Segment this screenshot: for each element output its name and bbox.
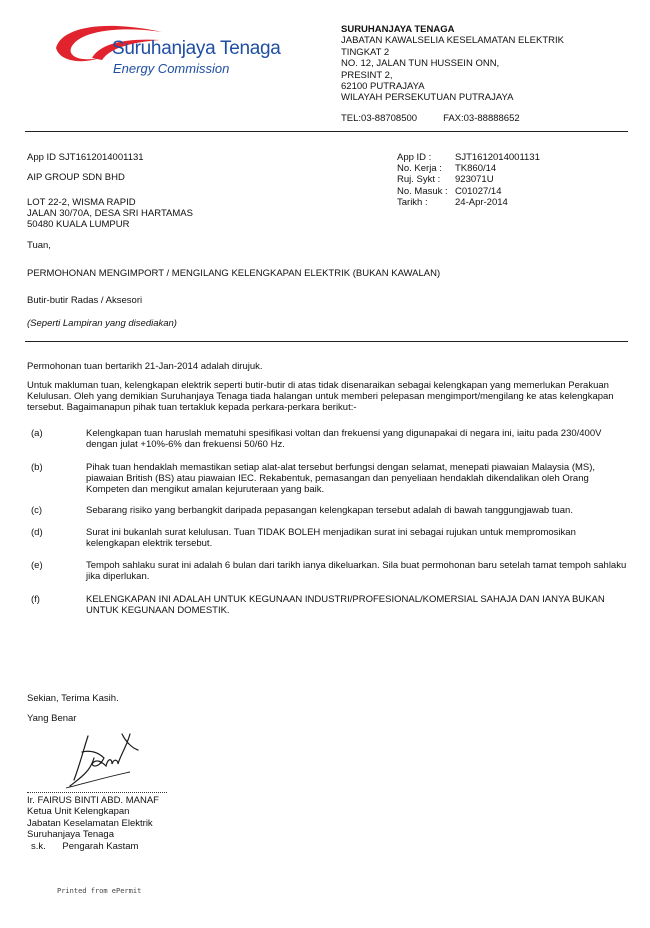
cc-value: Pengarah Kastam (62, 841, 139, 852)
meta-value: TK860/14 (455, 163, 497, 175)
reference-metadata (397, 152, 540, 208)
closing-regards: Sekian, Terima Kasih. (27, 693, 119, 704)
closing-yours: Yang Benar (27, 713, 77, 724)
logo-name: Suruhanjaya Tenaga (112, 38, 281, 59)
fax: FAX:03-88888652 (443, 113, 520, 124)
office-address (341, 24, 564, 104)
address-line: 62100 PUTRAJAYA (341, 80, 425, 92)
meta-row (397, 174, 540, 185)
meta-row (397, 163, 540, 174)
intro-paragraph: Permohonan tuan bertarikh 21-Jan-2014 adalah dirujuk. (27, 361, 263, 372)
signatory-title: Ketua Unit Kelengkapan (27, 806, 130, 818)
clause-text: Sebarang risiko yang berbangkit daripada pepasangan kelengkapan tersebut adalah di bawah tanggungjawab tuan. (86, 505, 573, 516)
address-line: SURUHANJAYA TENAGA (341, 24, 455, 35)
header-divider (25, 131, 628, 132)
letter-subject: PERMOHONAN MENGIMPORT / MENGILANG KELENGKAPAN ELEKTRIK (BUKAN KAWALAN) (27, 268, 441, 279)
clause-text: Pihak tuan hendaklah memastikan setiap alat-alat tersebut berfungsi dengan selamat, menepati piawaian Malaysia (MS), piawaian British (BS) atau piawaian IEC. Rekabentuk, pemasangan dan penyeliaan hendaklah dikendalikan oleh Orang Kompeten dan mengikut amalan kejuruteraan yang baik. (86, 462, 596, 496)
logo-subtitle: Energy Commission (113, 61, 230, 76)
signatory-name: Ir. FAIRUS BINTI ABD. MANAF (27, 795, 159, 806)
main-paragraph: Untuk makluman tuan, kelengkapan elektrik seperti butir-butir di atas tidak disenaraikan sebagai kelengkapan yang memerlukan Perakuan Kelulusan. Oleh yang demikian Suruhanjaya Tenaga tiada halangan untuk memberi pelepasan mengimport/mengilang ke atas kelengkapan tersebut. Bagaimanapun pihak tuan tertakluk kepada perkara-perkara berikut:- (27, 380, 614, 414)
recipient-address-line: LOT 22-2, WISMA RAPID (27, 197, 136, 208)
recipient-company: AIP GROUP SDN BHD (27, 172, 125, 183)
recipient-address (27, 197, 193, 231)
clause-label: (a) (31, 428, 43, 439)
signatory-organisation: Suruhanjaya Tenaga (27, 829, 114, 841)
meta-label: Tarikh : (397, 196, 428, 208)
meta-value: SJT1612014001131 (455, 152, 540, 163)
meta-value: 923071U (455, 174, 494, 186)
recipient-address-line: 50480 KUALA LUMPUR (27, 219, 130, 231)
contact-line (341, 113, 520, 124)
meta-row (397, 152, 540, 163)
clause-label: (e) (31, 560, 43, 571)
clause-text: Tempoh sahlaku surat ini adalah 6 bulan dari tarikh ianya dikeluarkan. Sila buat permohonan baru setelah tamat tempoh sahlaku jika diperlukan. (86, 560, 627, 583)
address-line: JABATAN KAWALSELIA KESELAMATAN ELEKTRIK (341, 35, 564, 47)
signatory-department: Jabatan Keselamatan Elektrik (27, 817, 153, 829)
signature-line (27, 792, 167, 793)
clause-label: (d) (31, 527, 43, 538)
cc-line (31, 841, 138, 852)
clause-label: (f) (31, 594, 40, 605)
meta-label: No. Masuk : (397, 185, 448, 197)
recipient-address-line: JALAN 30/70A, DESA SRI HARTAMAS (27, 208, 193, 220)
clause-label: (b) (31, 462, 43, 473)
meta-label: No. Kerja : (397, 163, 442, 175)
telephone: TEL:03-88708500 (341, 113, 418, 124)
body-divider (25, 341, 628, 342)
address-line: WILAYAH PERSEKUTUAN PUTRAJAYA (341, 92, 514, 104)
clause-text: KELENGKAPAN INI ADALAH UNTUK KEGUNAAN INDUSTRI/PROFESIONAL/KOMERSIAL SAHAJA DAN IANYA BUKAN UNTUK KEGUNAAN DOMESTIK. (86, 594, 605, 617)
cc-label: s.k. (31, 841, 46, 852)
printed-footer: Printed from ePermit (57, 887, 142, 895)
app-id-reference: App ID SJT1612014001131 (27, 152, 144, 163)
items-heading: Butir-butir Radas / Aksesori (27, 295, 143, 306)
meta-value: C01027/14 (455, 185, 502, 197)
clause-text: Surat ini bukanlah surat kelulusan. Tuan TIDAK BOLEH menjadikan surat ini sebagai rujukan untuk mempromosikan kelengkapan elektrik tersebut. (86, 527, 576, 550)
signatory-block (27, 795, 159, 841)
address-line: PRESINT 2, (341, 69, 393, 81)
address-line: TINGKAT 2 (341, 46, 390, 58)
salutation: Tuan, (27, 240, 51, 251)
clause-text: Kelengkapan tuan haruslah mematuhi spesifikasi voltan dan frekuensi yang digunapakai di negara ini, iaitu pada 230/400V dengan julat +10%-6% dan frekuensi 50/60 Hz. (86, 428, 602, 451)
handwritten-signature (60, 728, 150, 790)
meta-label: Ruj. Sykt : (397, 174, 441, 186)
meta-row (397, 197, 540, 208)
address-line: NO. 12, JALAN TUN HUSSEIN ONN, (341, 58, 500, 70)
attachment-note: (Seperti Lampiran yang disediakan) (27, 318, 177, 329)
meta-label: App ID : (397, 152, 432, 163)
meta-row (397, 186, 540, 197)
meta-value: 24-Apr-2014 (455, 196, 508, 208)
clause-label: (c) (31, 505, 43, 516)
